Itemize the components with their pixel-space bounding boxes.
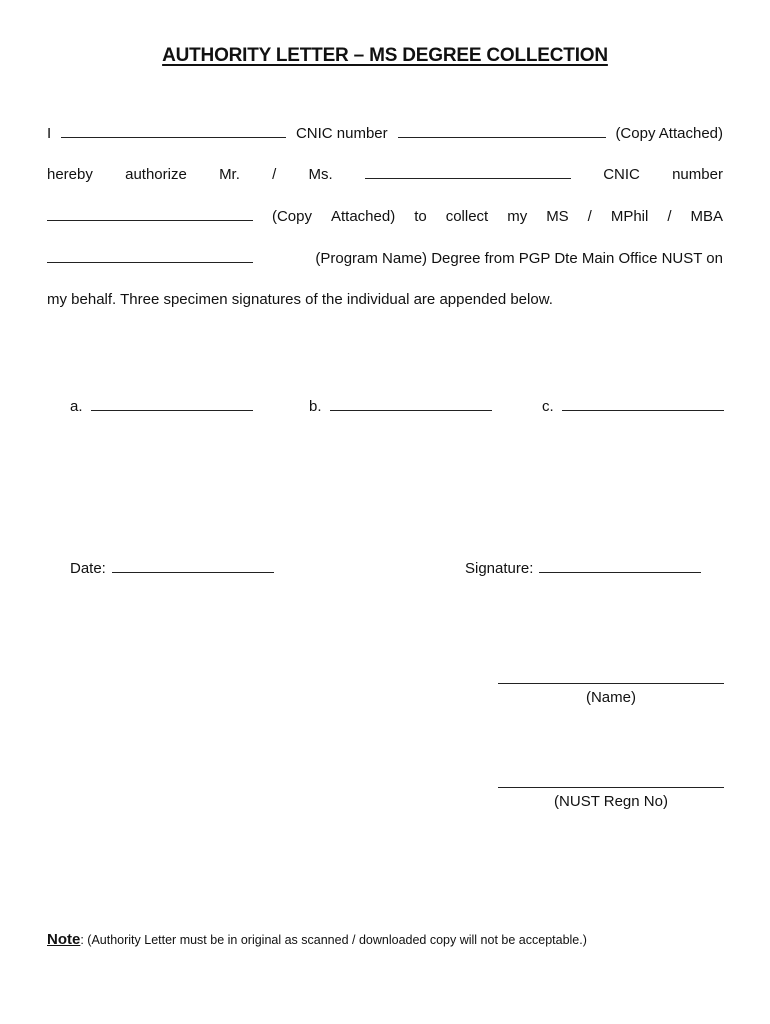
date-field <box>70 559 274 579</box>
pronoun-text: I <box>47 125 52 142</box>
specimen-a <box>70 397 253 417</box>
authorized-cnic-blank[interactable] <box>47 208 253 221</box>
regn-block <box>498 787 724 812</box>
signature-blank[interactable] <box>539 560 701 573</box>
word-attached: Attached) <box>330 208 396 225</box>
word-my: my <box>507 208 528 225</box>
word-to: to <box>414 208 427 225</box>
specimen-c <box>542 397 724 417</box>
name-block <box>498 683 724 708</box>
signature-label: Signature: <box>465 560 534 577</box>
name-caption: (Name) <box>585 689 636 706</box>
cnic-label-2: CNIC <box>603 166 640 183</box>
specimen-c-label: c. <box>542 398 554 415</box>
name-rule[interactable] <box>498 683 724 684</box>
word-ms: Ms. <box>308 166 333 183</box>
word-authorize: authorize <box>125 166 187 183</box>
word-mr: Mr. <box>219 166 240 183</box>
word-collect: collect <box>445 208 489 225</box>
word-mphil: MPhil <box>610 208 649 225</box>
specimen-b-label: b. <box>309 398 322 415</box>
body-line-4 <box>47 249 723 269</box>
specimen-c-blank[interactable] <box>562 398 724 411</box>
body-line-5 <box>47 290 723 310</box>
date-blank[interactable] <box>112 560 274 573</box>
regn-caption: (NUST Regn No) <box>554 793 668 810</box>
cnic-blank[interactable] <box>398 125 606 138</box>
word-ms-degree: MS <box>546 208 569 225</box>
word-copy: (Copy <box>271 208 312 225</box>
specimen-a-blank[interactable] <box>91 398 253 411</box>
regn-rule[interactable] <box>498 787 724 788</box>
specimen-a-label: a. <box>70 398 83 415</box>
cnic-label: CNIC number <box>295 125 388 142</box>
program-name-blank[interactable] <box>47 250 253 263</box>
word-slash: / <box>272 166 277 183</box>
specimen-b <box>309 397 492 417</box>
body-line-3 <box>47 207 723 227</box>
body-line-2 <box>47 165 723 185</box>
word-slash-2: / <box>667 208 672 225</box>
note-text: : (Authority Letter must be in original as scanned / downloaded copy will not be acceptable.) <box>80 933 587 947</box>
signature-field <box>465 559 701 579</box>
name-blank[interactable] <box>61 125 286 138</box>
copy-attached-text: (Copy Attached) <box>615 125 723 142</box>
body-line-1 <box>47 124 723 144</box>
word-hereby: hereby <box>47 166 93 183</box>
word-mba: MBA <box>690 208 723 225</box>
authorized-person-blank[interactable] <box>365 166 571 179</box>
document-title: AUTHORITY LETTER – MS DEGREE COLLECTION <box>162 45 608 66</box>
note-label: Note <box>47 931 81 948</box>
word-slash-1: / <box>587 208 592 225</box>
number-label: number <box>672 166 723 183</box>
date-label: Date: <box>70 560 106 577</box>
note <box>47 930 587 950</box>
behalf-text: my behalf. Three specimen signatures of the individual are appended below. <box>47 291 553 308</box>
program-text: (Program Name) Degree from PGP Dte Main Office NUST on <box>315 250 723 267</box>
specimen-b-blank[interactable] <box>330 398 492 411</box>
